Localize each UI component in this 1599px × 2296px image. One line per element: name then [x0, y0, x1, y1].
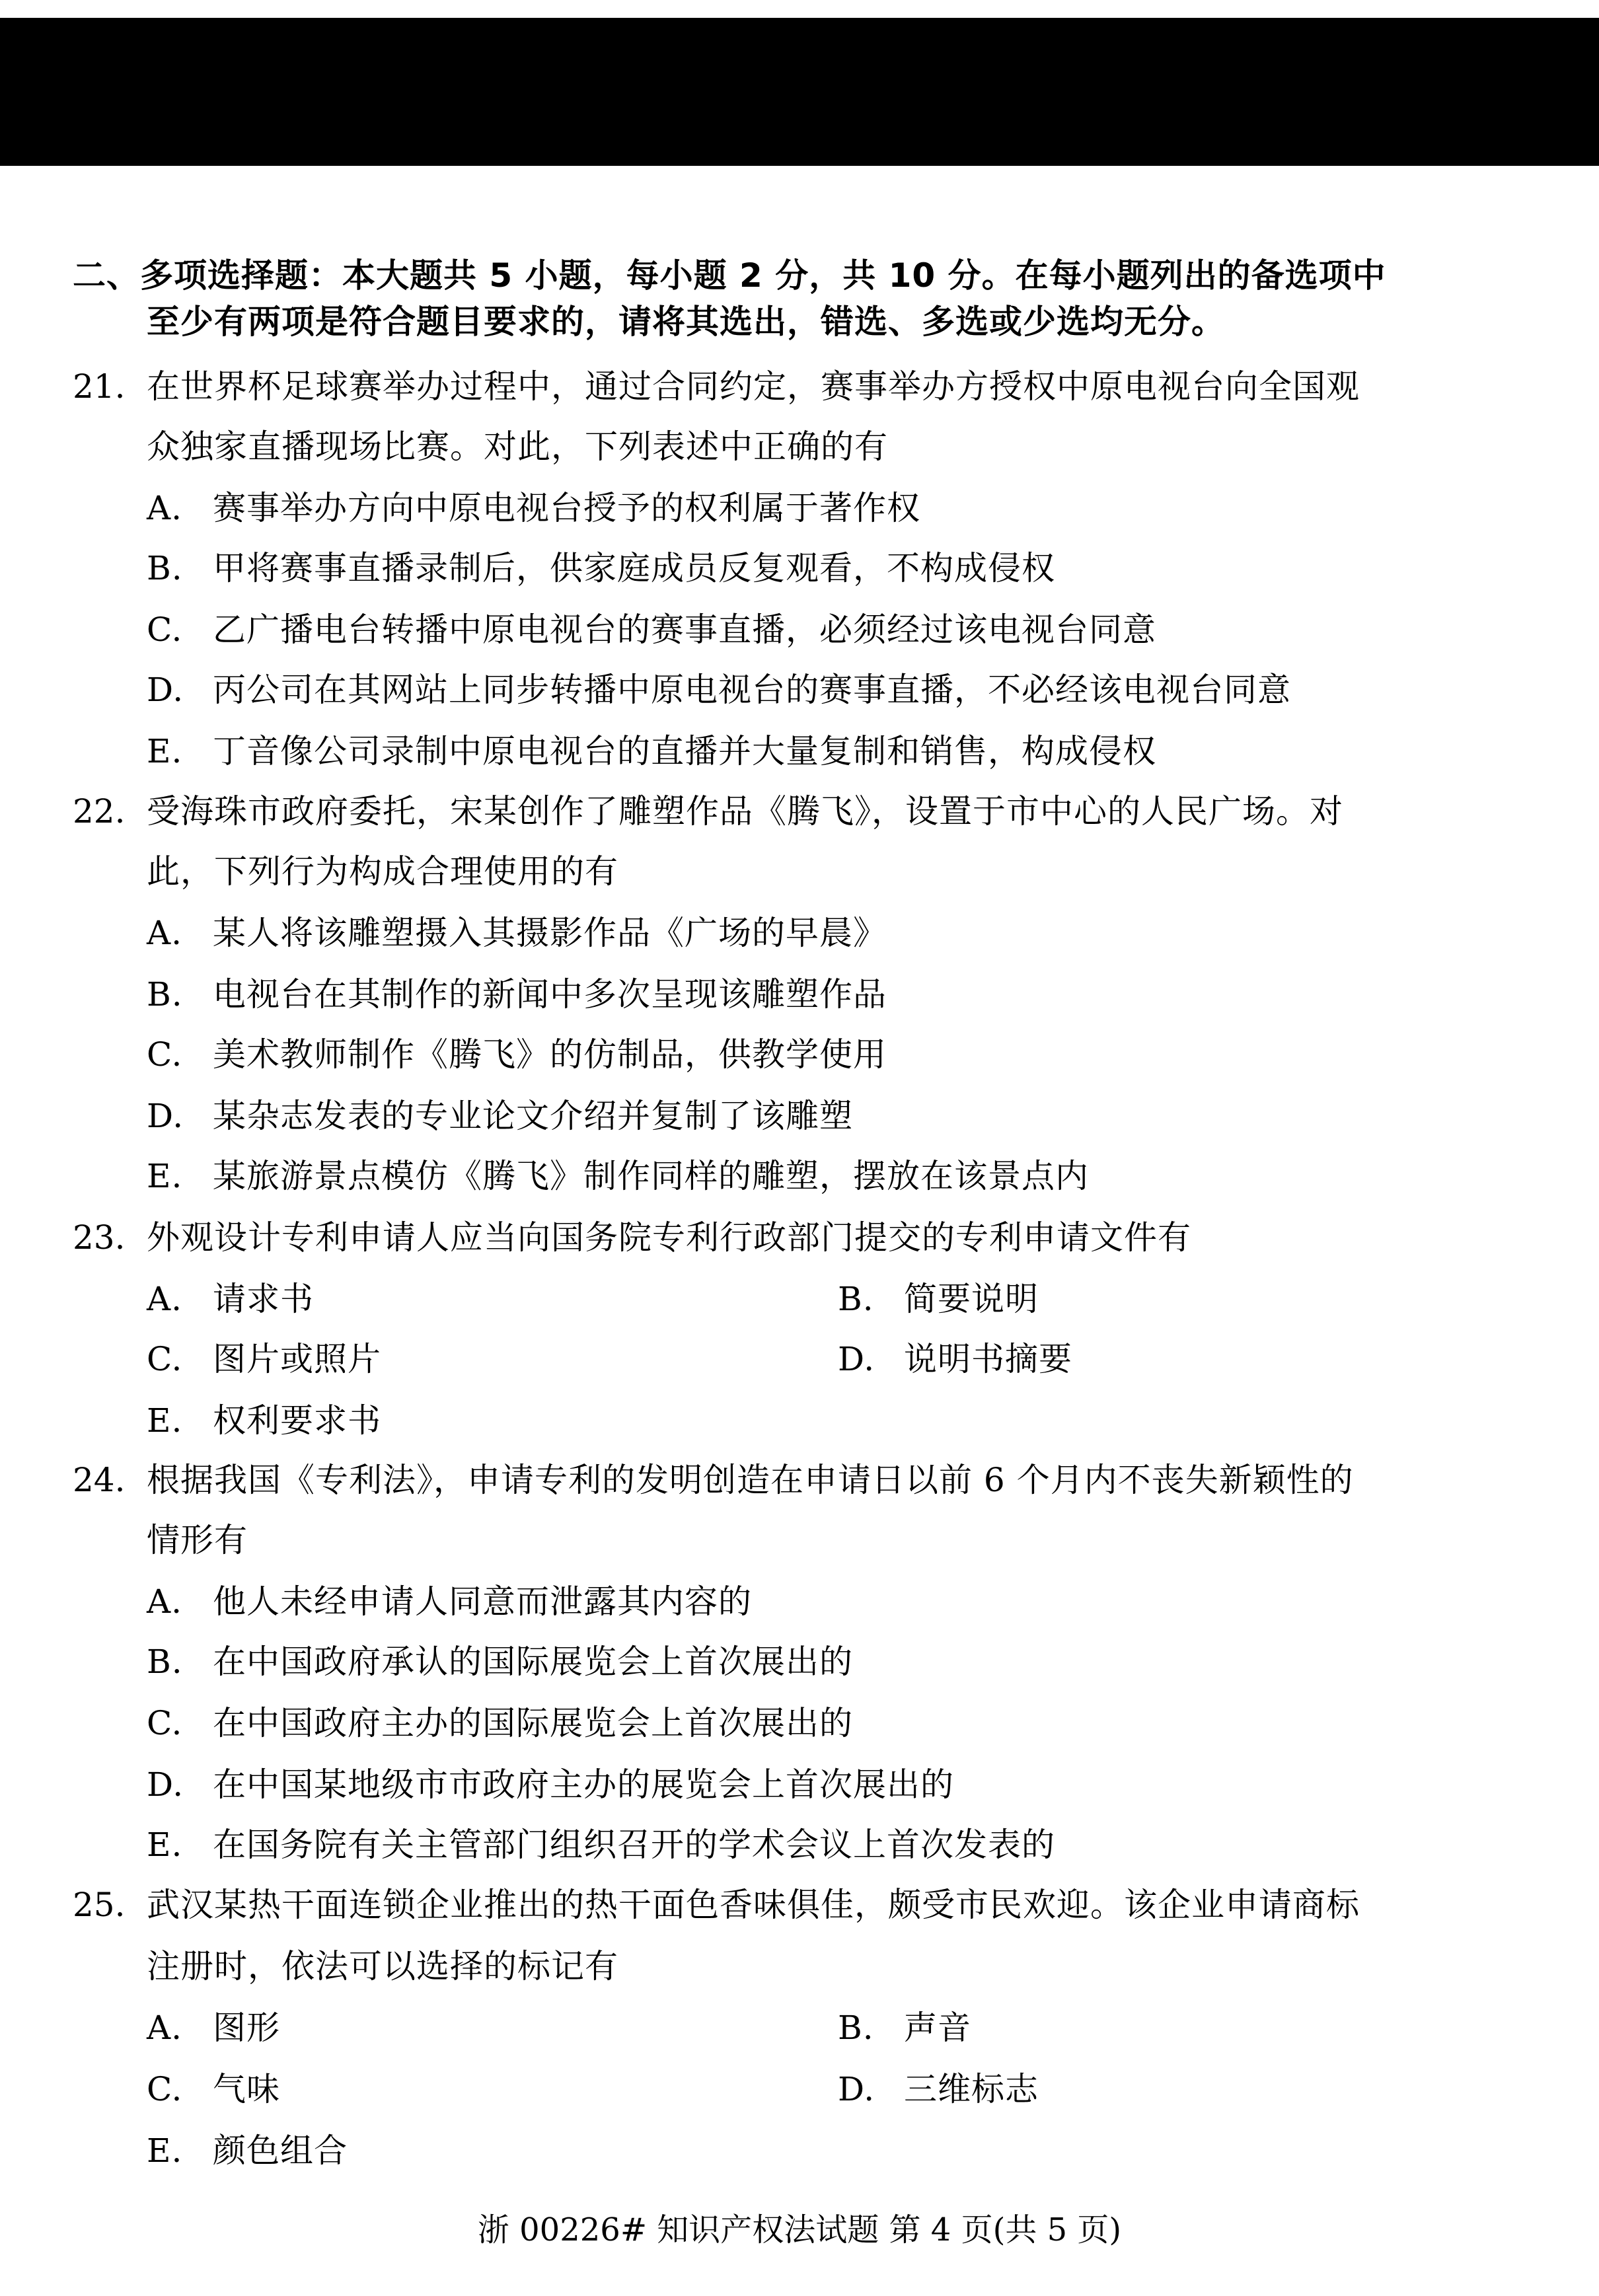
option-letter: B.	[838, 1280, 874, 1318]
option-text: 丙公司在其网站上同步转播中原电视台的赛事直播，不必经该电视台同意	[213, 671, 1291, 709]
option-letter: C.	[147, 611, 183, 649]
option-letter: C.	[147, 1340, 183, 1378]
option-text: 在中国政府承认的国际展览会上首次展出的	[213, 1643, 853, 1681]
option-letter: C.	[147, 1704, 183, 1742]
question-25-stem-line-1: 武汉某热干面连锁企业推出的热干面色香味俱佳，颇受市民欢迎。该企业申请商标	[147, 1886, 1360, 1924]
option-text: 声音	[904, 2009, 971, 2047]
option-letter: E.	[147, 732, 183, 770]
option-text: 说明书摘要	[904, 1340, 1072, 1378]
question-22-option-b[interactable]	[147, 975, 887, 1014]
option-letter: E.	[147, 1401, 183, 1440]
question-21-option-d[interactable]	[147, 670, 1291, 710]
option-text: 简要说明	[904, 1280, 1039, 1318]
option-letter: A.	[147, 2009, 183, 2047]
option-letter: B.	[147, 1643, 183, 1681]
question-22-stem-line-2: 此，下列行为构成合理使用的有	[147, 852, 618, 891]
option-text: 在国务院有关主管部门组织召开的学术会议上首次发表的	[213, 1826, 1055, 1864]
question-21-option-e[interactable]	[147, 731, 1156, 771]
option-letter: D.	[147, 1765, 184, 1804]
option-text: 丁音像公司录制中原电视台的直播并大量复制和销售，构成侵权	[213, 732, 1156, 770]
option-letter: E.	[147, 1157, 183, 1195]
option-letter: D.	[147, 671, 184, 709]
option-text: 美术教师制作《腾飞》的仿制品，供教学使用	[213, 1035, 887, 1074]
option-text: 电视台在其制作的新闻中多次呈现该雕塑作品	[213, 975, 887, 1014]
page-footer: 浙 00226# 知识产权法试题 第 4 页(共 5 页)	[477, 2211, 1122, 2248]
question-22-option-d[interactable]	[147, 1096, 853, 1136]
question-25-option-c[interactable]	[147, 2069, 280, 2109]
option-letter: A.	[147, 489, 183, 527]
question-24-stem-line-1: 根据我国《专利法》，申请专利的发明创造在申请日以前 6 个月内不丧失新颖性的	[147, 1461, 1354, 1499]
option-text: 权利要求书	[213, 1401, 381, 1440]
option-text: 他人未经申请人同意而泄露其内容的	[213, 1582, 752, 1621]
section-header-line-2: 至少有两项是符合题目要求的，请将其选出，错选、多选或少选均无分。	[147, 303, 1225, 341]
option-letter: B.	[838, 2009, 874, 2047]
question-25-option-a[interactable]	[147, 2008, 280, 2048]
question-24-option-e[interactable]	[147, 1825, 1055, 1865]
option-letter: D.	[838, 1340, 875, 1378]
option-text: 赛事举办方向中原电视台授予的权利属于著作权	[213, 489, 920, 527]
option-letter: E.	[147, 1826, 183, 1864]
option-text: 某人将该雕塑摄入其摄影作品《广场的早晨》	[213, 914, 887, 952]
question-21-option-a[interactable]	[147, 488, 920, 528]
question-25-option-e[interactable]	[147, 2131, 348, 2170]
question-23-option-c[interactable]	[147, 1339, 381, 1379]
option-text: 气味	[213, 2070, 280, 2108]
question-22-stem-line-1: 受海珠市政府委托，宋某创作了雕塑作品《腾飞》，设置于市中心的人民广场。对	[147, 792, 1343, 831]
question-23-option-e[interactable]	[147, 1401, 381, 1440]
question-22-option-c[interactable]	[147, 1035, 887, 1074]
question-25-option-d[interactable]	[838, 2069, 1039, 2109]
question-21-option-b[interactable]	[147, 548, 1055, 588]
question-number-24: 24.	[73, 1461, 126, 1499]
option-letter: D.	[838, 2070, 875, 2108]
option-text: 甲将赛事直播录制后，供家庭成员反复观看，不构成侵权	[213, 549, 1055, 587]
option-letter: B.	[147, 549, 183, 587]
question-24-stem-line-2: 情形有	[147, 1521, 248, 1559]
redaction-bar	[0, 18, 1599, 166]
question-23-stem-line-1: 外观设计专利申请人应当向国务院专利行政部门提交的专利申请文件有	[147, 1218, 1191, 1257]
option-letter: A.	[147, 1582, 183, 1621]
option-text: 颜色组合	[213, 2131, 348, 2170]
question-24-option-c[interactable]	[147, 1703, 853, 1743]
option-text: 乙广播电台转播中原电视台的赛事直播，必须经过该电视台同意	[213, 611, 1156, 649]
option-letter: A.	[147, 914, 183, 952]
option-text: 在中国某地级市市政府主办的展览会上首次展出的	[213, 1765, 954, 1804]
question-24-option-a[interactable]	[147, 1582, 752, 1621]
question-24-option-d[interactable]	[147, 1765, 954, 1804]
question-number-22: 22.	[73, 792, 126, 831]
option-text: 某旅游景点模仿《腾飞》制作同样的雕塑，摆放在该景点内	[213, 1157, 1089, 1195]
option-letter: C.	[147, 2070, 183, 2108]
option-text: 三维标志	[904, 2070, 1039, 2108]
question-number-21: 21.	[73, 367, 126, 406]
option-letter: C.	[147, 1035, 183, 1074]
section-header-line-1: 二、多项选择题：本大题共 5 小题，每小题 2 分，共 10 分。在每小题列出的备选项中	[73, 256, 1386, 295]
question-23-option-b[interactable]	[838, 1279, 1039, 1319]
question-23-option-a[interactable]	[147, 1279, 314, 1319]
question-22-option-e[interactable]	[147, 1156, 1089, 1196]
option-letter: E.	[147, 2131, 183, 2170]
option-text: 图形	[213, 2009, 280, 2047]
option-letter: D.	[147, 1097, 184, 1135]
question-25-stem-line-2: 注册时，依法可以选择的标记有	[147, 1947, 618, 1985]
question-21-stem-line-1: 在世界杯足球赛举办过程中，通过合同约定，赛事举办方授权中原电视台向全国观	[147, 367, 1360, 406]
option-text: 图片或照片	[213, 1340, 381, 1378]
question-23-option-d[interactable]	[838, 1339, 1072, 1379]
option-text: 请求书	[213, 1280, 314, 1318]
option-text: 在中国政府主办的国际展览会上首次展出的	[213, 1704, 853, 1742]
option-text: 某杂志发表的专业论文介绍并复制了该雕塑	[213, 1097, 853, 1135]
option-letter: A.	[147, 1280, 183, 1318]
question-24-option-b[interactable]	[147, 1642, 853, 1682]
question-number-23: 23.	[73, 1218, 126, 1257]
question-number-25: 25.	[73, 1886, 126, 1924]
question-25-option-b[interactable]	[838, 2008, 971, 2048]
question-22-option-a[interactable]	[147, 913, 887, 953]
option-letter: B.	[147, 975, 183, 1014]
question-21-option-c[interactable]	[147, 610, 1156, 649]
question-21-stem-line-2: 众独家直播现场比赛。对此，下列表述中正确的有	[147, 427, 888, 466]
